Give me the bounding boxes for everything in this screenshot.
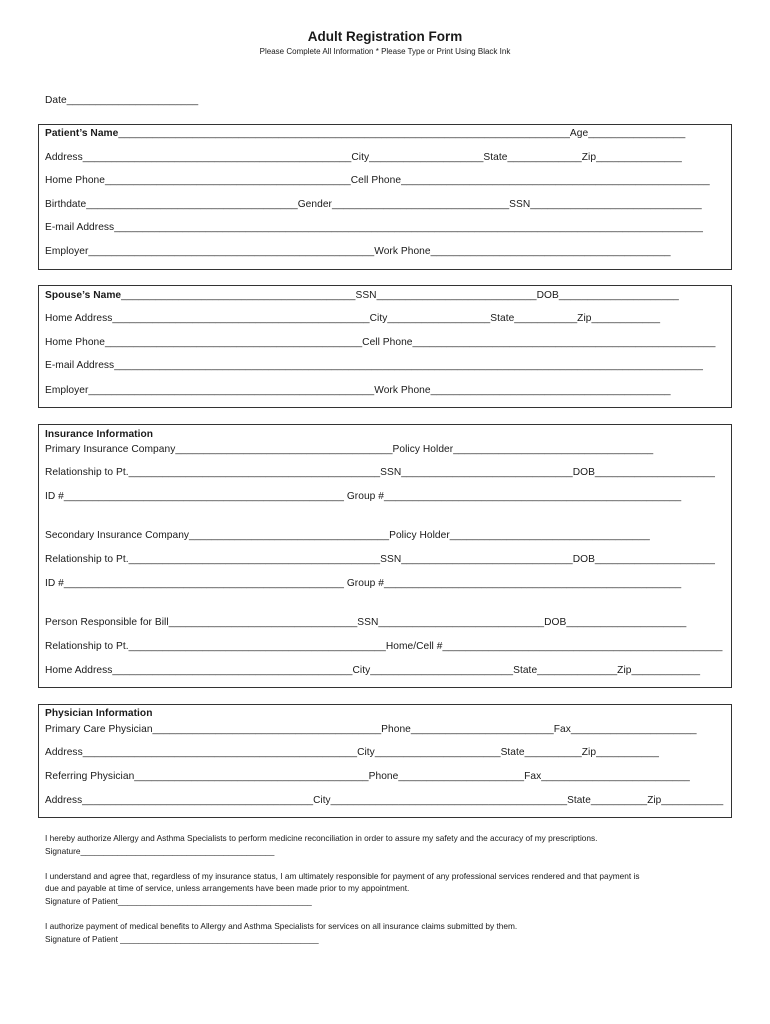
payment-consent-2: due and payable at time of service, unless arrangements have been made prior to my appointment. bbox=[45, 883, 410, 893]
benefits-consent: I authorize payment of medical benefits to Allergy and Asthma Specialists for services on all insurance claims submitted by them. bbox=[45, 921, 518, 931]
responsible-party-field[interactable]: Person Responsible for Bill_________________________________SSN_____________________________DOB_____________________ bbox=[45, 617, 687, 628]
patient-name-label: Patient’s Name bbox=[45, 128, 119, 139]
referring-physician-field[interactable]: Referring Physician_________________________________________Phone______________________Fax__________________________ bbox=[45, 771, 690, 782]
primary-relationship-field[interactable]: Relationship to Pt.____________________________________________SSN______________________________DOB_____________________ bbox=[45, 467, 715, 478]
patient-employer-field[interactable]: Employer__________________________________________________Work Phone__________________________________________ bbox=[45, 246, 671, 257]
patient-phone-field[interactable]: Home Phone___________________________________________Cell Phone______________________________________________________ bbox=[45, 175, 710, 186]
spouse-employer-field[interactable]: Employer__________________________________________________Work Phone__________________________________________ bbox=[45, 385, 671, 396]
form-title: Adult Registration Form bbox=[307, 29, 463, 44]
primary-id-field[interactable]: ID #_________________________________________________ Group #____________________________________________________ bbox=[45, 491, 682, 502]
payment-consent-1: I understand and agree that, regardless of my insurance status, I am ultimately responsible for payment of any professional services rendered and that payment is bbox=[45, 871, 640, 881]
secondary-id-field[interactable]: ID #_________________________________________________ Group #____________________________________________________ bbox=[45, 578, 682, 589]
date-field[interactable]: Date_______________________ bbox=[45, 95, 199, 106]
spouse-name-blank: _________________________________________SSN____________________________DOB_____________________ bbox=[121, 290, 679, 301]
spouse-name-label: Spouse’s Name bbox=[45, 290, 122, 301]
signature-field-3[interactable]: Signature of Patient ___________________________________________ bbox=[45, 934, 319, 944]
referring-physician-address-field[interactable]: Address_________________________________________City__________________________________________State__________Zip___________ bbox=[45, 795, 724, 806]
patient-name-field[interactable] bbox=[45, 128, 685, 139]
patient-name-blank: _______________________________________________________________________________Age_________________ bbox=[118, 128, 686, 139]
form-subtitle: Please Complete All Information * Please Type or Print Using Black Ink bbox=[259, 47, 511, 56]
secondary-relationship-field[interactable]: Relationship to Pt.____________________________________________SSN______________________________DOB_____________________ bbox=[45, 554, 715, 565]
signature-field-2[interactable]: Signature of Patient__________________________________________ bbox=[45, 896, 312, 906]
patient-address-field[interactable]: Address_______________________________________________City____________________State_____________Zip_______________ bbox=[45, 152, 682, 163]
secondary-insurance-field[interactable]: Secondary Insurance Company___________________________________Policy Holder___________________________________ bbox=[45, 530, 650, 541]
primary-physician-field[interactable]: Primary Care Physician________________________________________Phone_________________________Fax______________________ bbox=[45, 724, 697, 735]
signature-field-1[interactable]: Signature__________________________________________ bbox=[45, 846, 275, 856]
spouse-phone-field[interactable]: Home Phone_____________________________________________Cell Phone_____________________________________________________ bbox=[45, 337, 716, 348]
physician-heading: Physician Information bbox=[45, 708, 153, 719]
responsible-address-field[interactable]: Home Address__________________________________________City_________________________State______________Zip____________ bbox=[45, 665, 701, 676]
insurance-heading: Insurance Information bbox=[45, 429, 154, 440]
responsible-relationship-field[interactable]: Relationship to Pt._____________________________________________Home/Cell #_________________________________________________ bbox=[45, 641, 723, 652]
patient-email-field[interactable]: E-mail Address_______________________________________________________________________________________________________ bbox=[45, 222, 703, 233]
primary-physician-address-field[interactable]: Address________________________________________________City______________________State__________Zip___________ bbox=[45, 747, 659, 758]
spouse-address-field[interactable]: Home Address_____________________________________________City__________________State___________Zip____________ bbox=[45, 313, 661, 324]
reconciliation-consent: I hereby authorize Allergy and Asthma Specialists to perform medicine reconciliation in order to assure my safety and the accuracy of my prescriptions. bbox=[45, 833, 598, 843]
spouse-email-field[interactable]: E-mail Address_______________________________________________________________________________________________________ bbox=[45, 360, 703, 371]
spouse-name-field[interactable] bbox=[45, 290, 679, 301]
primary-insurance-field[interactable]: Primary Insurance Company______________________________________Policy Holder___________________________________ bbox=[45, 444, 654, 455]
patient-birthdate-field[interactable]: Birthdate_____________________________________Gender_______________________________SSN______________________________ bbox=[45, 199, 702, 210]
